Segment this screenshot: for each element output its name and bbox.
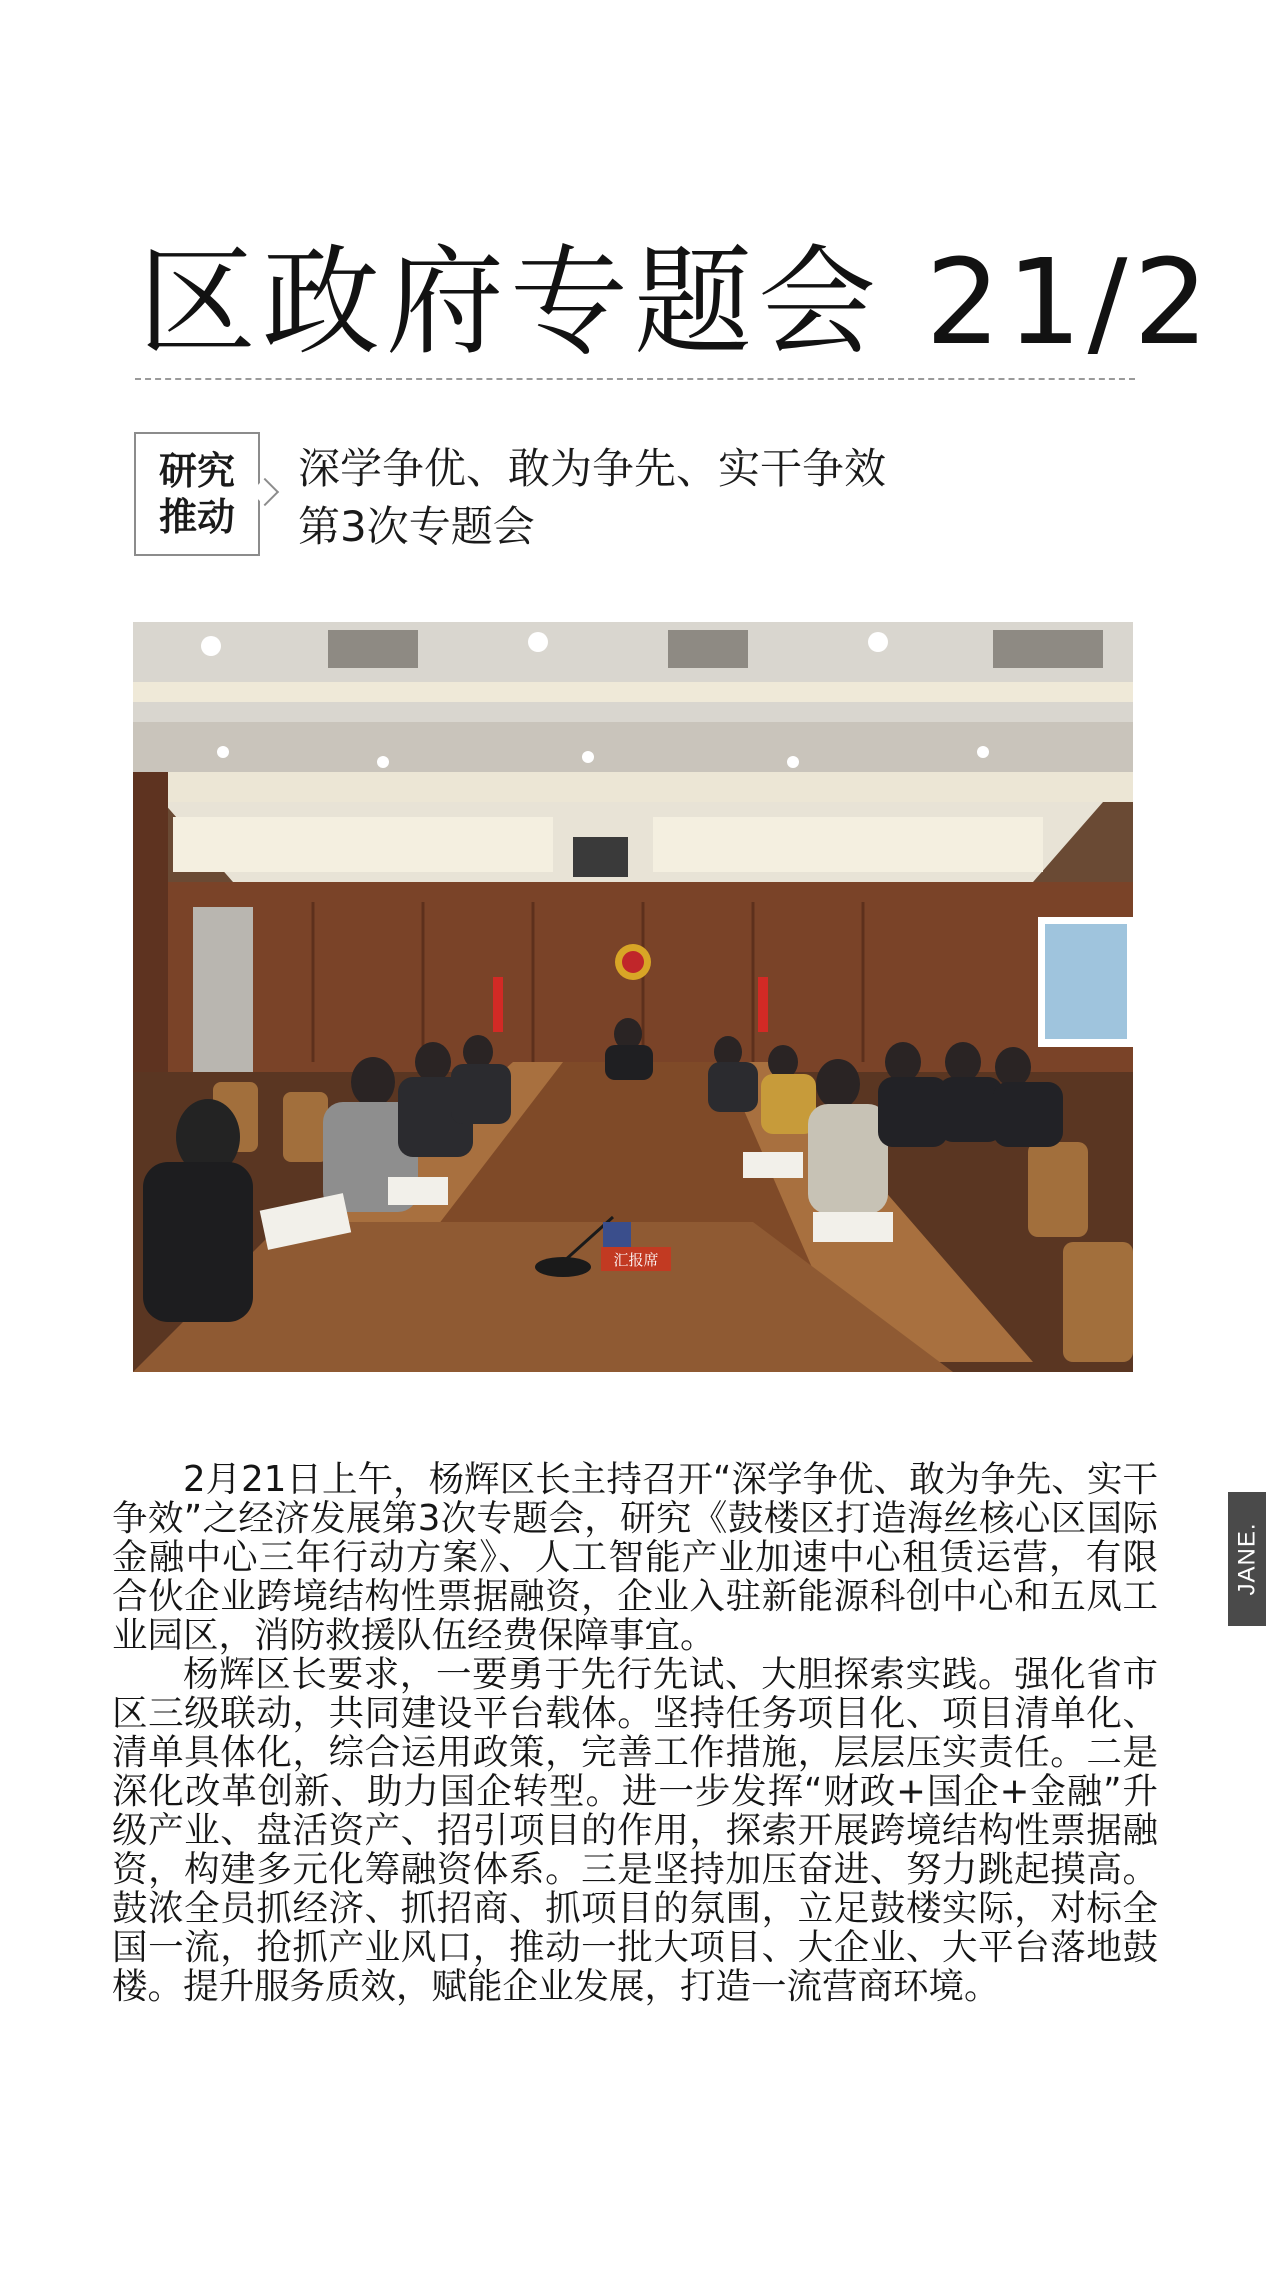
- dashed-divider: [135, 378, 1135, 380]
- subtitle-line-1: 深学争优、敢为争先、实干争效: [298, 444, 887, 493]
- article-paragraph-2: 杨辉区长要求，一要勇于先行先试、大胆探索实践。强化省市区三级联动，共同建设平台载体。坚持任务项目化、项目清单化、清单具体化，综合运用政策，完善工作措施，层层压实责任。二是深化改革创新、助力国企转型。进一步发挥“财政+国企+金融”升级产业、盘活资产、招引项目的作用，探索开展跨境结构性票据融资，构建多元化筹融资体系。三是坚持加压奋进、努力跳起摸高。鼓浓全员抓经济、抓招商、抓项目的氛围，立足鼓楼实际，对标全国一流，抢抓产业风口，推动一批大项目、大企业、大平台落地鼓楼。提升服务质效，赋能企业发展，打造一流营商环境。: [112, 1654, 1158, 2007]
- side-brand-label: JANE.: [1233, 1522, 1261, 1596]
- side-brand-tab[interactable]: [1228, 1492, 1266, 1626]
- subtitle-line-2: 第3次专题会: [298, 502, 535, 551]
- section-tag-line-1: 研究: [158, 449, 235, 493]
- name-card-text: 汇报席: [613, 1251, 659, 1269]
- section-tag-line-2: 推动: [158, 495, 235, 539]
- page-title: 区政府专题会 21/2: [138, 233, 1215, 371]
- meeting-photo: [133, 622, 1133, 1372]
- article-body: [112, 1460, 1158, 2006]
- subtitle: [298, 440, 886, 556]
- article-paragraph-1: 2月21日上午，杨辉区长主持召开“深学争优、敢为争先、实干争效”之经济发展第3次专题会，研究《鼓楼区打造海丝核心区国际金融中心三年行动方案》、人工智能产业加速中心租赁运营，有限合伙企业跨境结构性票据融资，企业入驻新能源科创中心和五凤工业园区，消防救援队伍经费保障事宜。: [112, 1459, 1158, 1656]
- section-tag: [134, 432, 260, 556]
